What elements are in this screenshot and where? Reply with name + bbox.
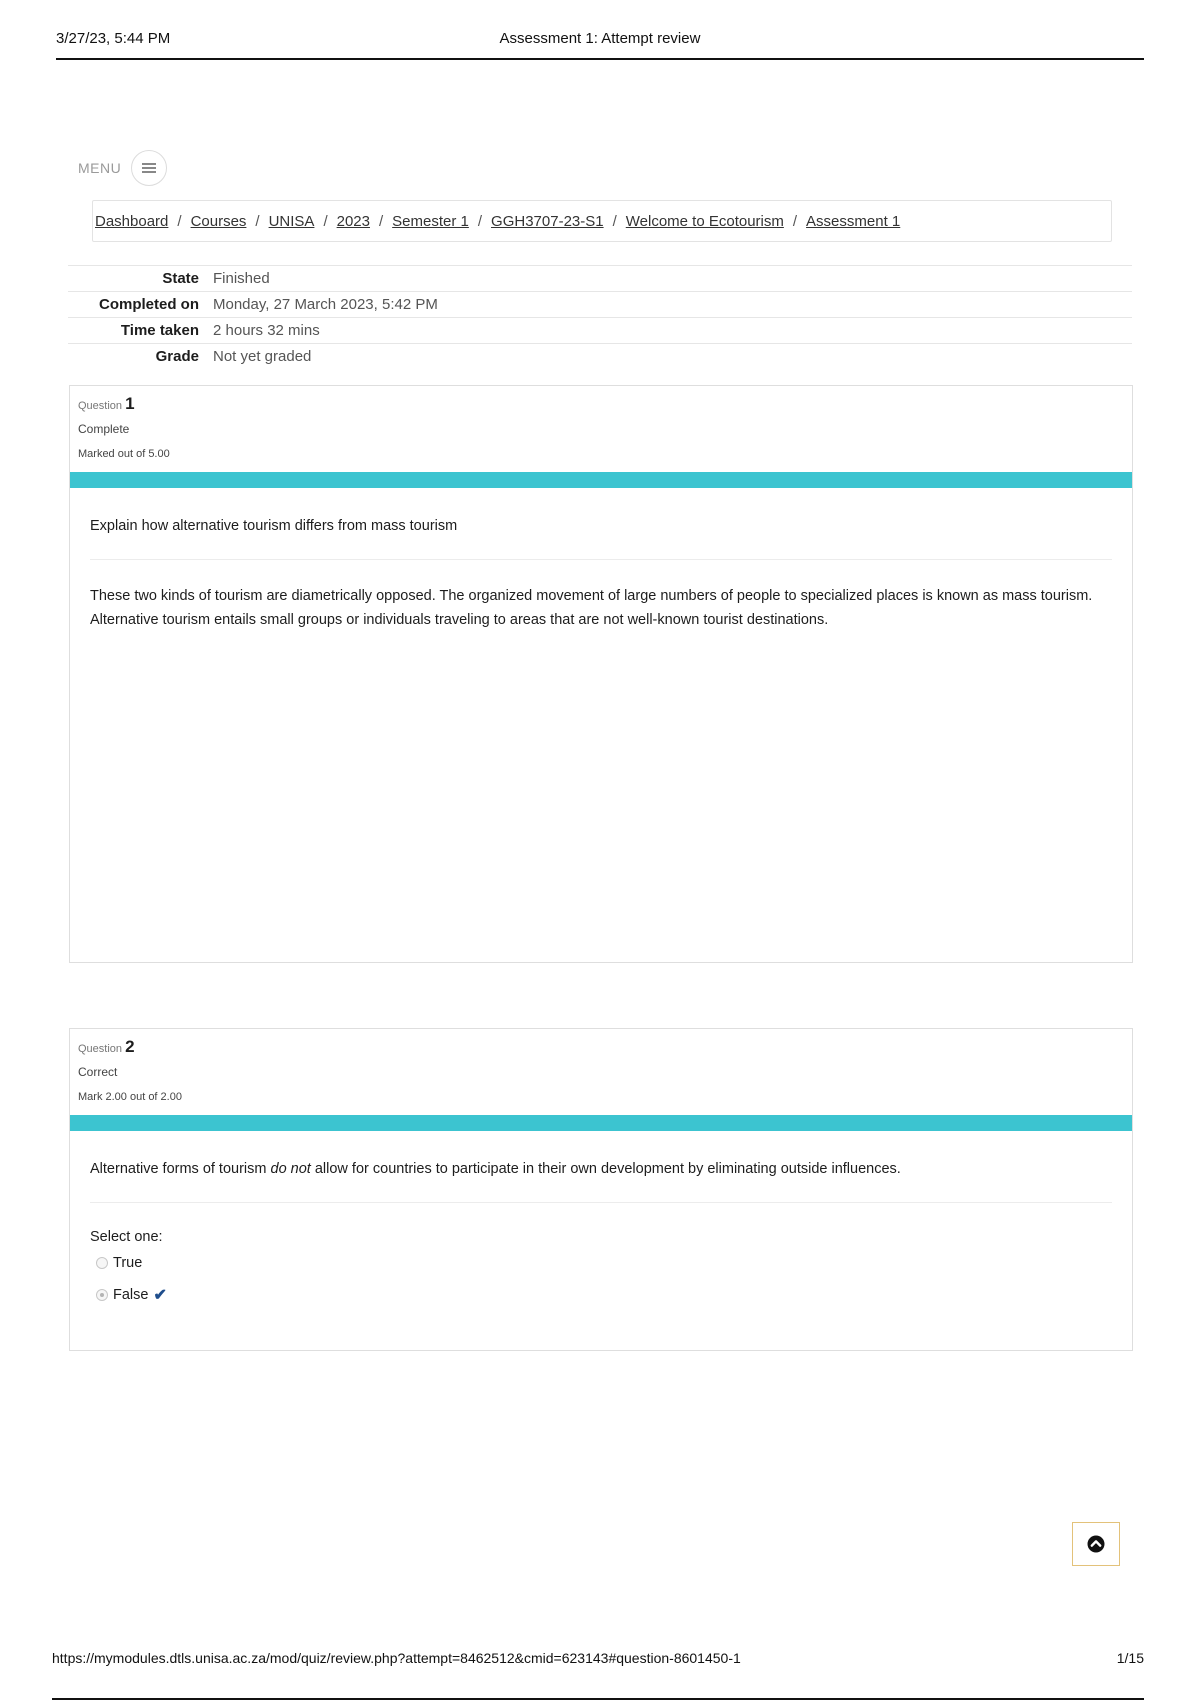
option-false[interactable]: [96, 1285, 1112, 1305]
question-prefix: Question: [78, 1043, 123, 1055]
question-grade: Mark 2.00 out of 2.00: [78, 1091, 182, 1103]
breadcrumb-separator: /: [612, 212, 617, 230]
question-state: Correct: [78, 1065, 118, 1079]
option-label: True: [113, 1255, 143, 1271]
question-number-value: 1: [125, 394, 135, 413]
breadcrumb-separator: /: [792, 212, 798, 230]
question-number: [78, 1037, 1132, 1057]
summary-row-state: [68, 265, 1132, 291]
breadcrumb: [92, 200, 1112, 242]
question-text: [90, 1131, 1112, 1203]
question-state: Complete: [78, 422, 130, 436]
radio-true[interactable]: [96, 1257, 108, 1269]
print-header: [56, 28, 1144, 60]
summary-row-grade: [68, 343, 1132, 369]
summary-label: Grade: [155, 348, 199, 365]
question-content: [70, 488, 1132, 632]
summary-row-time: [68, 317, 1132, 343]
summary-label: State: [162, 270, 199, 287]
summary-value: Finished: [213, 270, 270, 287]
select-one-label: Select one:: [90, 1229, 163, 1245]
page-number: 1/15: [1116, 1650, 1144, 1666]
question-content: [70, 1131, 1132, 1305]
breadcrumb-dashboard[interactable]: Dashboard: [95, 212, 169, 230]
breadcrumb-semester[interactable]: Semester 1: [392, 212, 469, 230]
back-to-top-button[interactable]: [1072, 1522, 1120, 1566]
attempt-summary: [68, 265, 1132, 369]
summary-value: 2 hours 32 mins: [213, 322, 320, 339]
question-text-emphasis: do not: [270, 1161, 311, 1177]
checkmark-icon: ✔: [153, 1287, 167, 1304]
question-accent-bar: [70, 1115, 1132, 1131]
question-info: [70, 386, 1132, 472]
radio-false[interactable]: [96, 1289, 108, 1301]
breadcrumb-courses[interactable]: Courses: [190, 212, 247, 230]
breadcrumb-separator: /: [378, 212, 384, 230]
breadcrumb-separator: /: [323, 212, 328, 230]
option-true[interactable]: [96, 1255, 1112, 1271]
question-text-part: allow for countries to participate in their own development by eliminating outside influences.: [310, 1161, 901, 1177]
arrow-up-circle-icon: [1087, 1535, 1105, 1553]
summary-value: Monday, 27 March 2023, 5:42 PM: [213, 296, 438, 313]
summary-label: Completed on: [99, 296, 199, 313]
option-label: False: [113, 1287, 149, 1303]
print-url: https://mymodules.dtls.unisa.ac.za/mod/quiz/review.php?attempt=8462512&cmid=623143#question-8601450-1: [52, 1650, 741, 1666]
question-info: [70, 1029, 1132, 1115]
essay-answer: These two kinds of tourism are diametrically opposed. The organized movement of large numbers of people to specialized places is known as mass tourism. Alternative tourism entails small groups or individuals traveling to areas that are not well-known tourist destinations.: [90, 588, 1093, 628]
summary-row-cut: [68, 250, 1132, 264]
question-text-part: Alternative forms of tourism: [90, 1161, 271, 1177]
menu-toggle[interactable]: [78, 150, 167, 186]
summary-label: Time taken: [120, 322, 199, 339]
breadcrumb-year[interactable]: 2023: [336, 212, 370, 230]
hamburger-icon[interactable]: [131, 150, 167, 186]
breadcrumb-section[interactable]: Welcome to Ecotourism: [625, 212, 784, 230]
question-2: [69, 1028, 1133, 1351]
print-title: Assessment 1: Attempt review: [499, 30, 701, 47]
breadcrumb-unisa[interactable]: UNISA: [268, 212, 315, 230]
breadcrumb-assessment[interactable]: Assessment 1: [806, 212, 901, 230]
breadcrumb-separator: /: [477, 212, 483, 230]
summary-value: Not yet graded: [213, 348, 312, 365]
question-1: [69, 385, 1133, 963]
question-accent-bar: [70, 472, 1132, 488]
breadcrumb-separator: /: [177, 212, 182, 230]
print-footer: [52, 1648, 1144, 1700]
question-text: Explain how alternative tourism differs from mass tourism: [90, 488, 1112, 560]
breadcrumb-module[interactable]: GGH3707-23-S1: [491, 212, 604, 230]
print-date: 3/27/23, 5:44 PM: [56, 30, 171, 47]
question-prefix: Question: [78, 400, 123, 412]
menu-label: MENU: [78, 160, 122, 176]
question-number-value: 2: [125, 1037, 135, 1056]
question-number: [78, 394, 1132, 414]
summary-row-completed: [68, 291, 1132, 317]
breadcrumb-separator: /: [255, 212, 260, 230]
question-grade: Marked out of 5.00: [78, 448, 170, 460]
